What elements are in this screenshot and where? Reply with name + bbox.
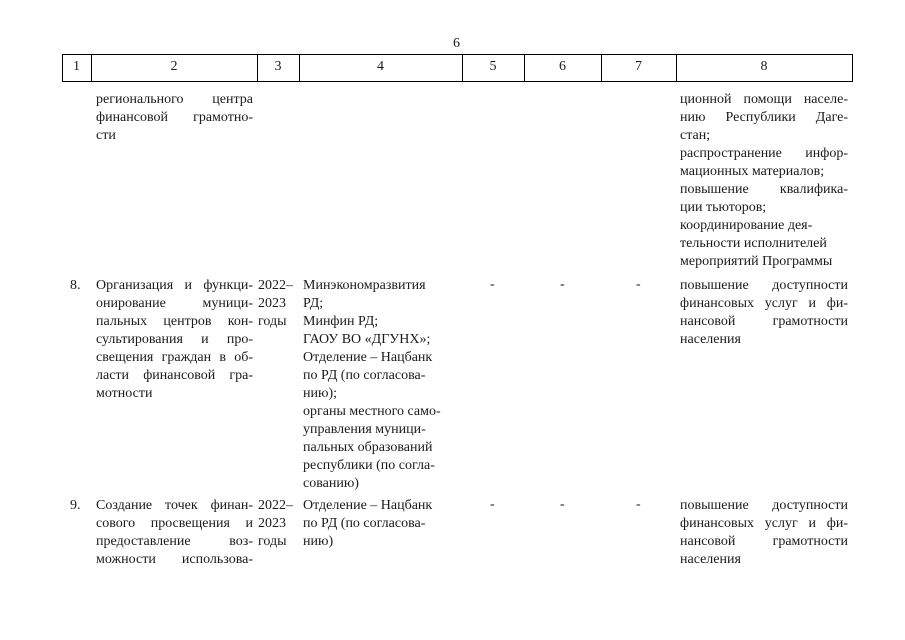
header-col-5: 5 xyxy=(489,59,497,74)
row8-number: 8. xyxy=(70,278,81,293)
row8-col8-result: повышение доступности финансовых услуг и фи- нансовой грамотности населения xyxy=(680,278,848,347)
header-col-4: 4 xyxy=(377,59,384,74)
row9-number: 9. xyxy=(70,498,81,513)
header-col-2: 2 xyxy=(170,59,178,74)
row8-col2-text: Организация и функци- онирование муници- пальных центров кон- сультирования и про- свещения граждан в об- ласти финансовой гра- мотности xyxy=(96,278,253,401)
row9-col7-dash: - xyxy=(636,497,641,512)
cont-col8-text: ционной помощи населе- нию Республики Даге- стан; распространение инфор- мационных материалов; повышение квалифика- ции тьюторов; координирование дея- тельности исполнителей мероприятий Программы xyxy=(680,92,848,269)
header-col-6: 6 xyxy=(559,59,566,74)
page-number: 6 xyxy=(453,36,460,51)
header-col-1: 1 xyxy=(73,59,80,74)
row9-col2-text: Создание точек финан- сового просвещения и предоставление воз- можности использова- xyxy=(96,498,253,567)
row8-col6-dash: - xyxy=(560,277,565,292)
row8-col3-period: 2022– 2023 годы xyxy=(258,278,293,329)
header-col-7: 7 xyxy=(635,59,642,74)
cont-col2-text: регионального центра финансовой грамотно- сти xyxy=(96,92,253,143)
row8-col5-dash: - xyxy=(490,277,495,292)
header-top-border xyxy=(62,54,852,55)
row9-col5-dash: - xyxy=(490,497,495,512)
row9-col8-result: повышение доступности финансовых услуг и фи- нансовой грамотности населения xyxy=(680,498,848,567)
row8-col4-executors: Минэкономразвития РД; Минфин РД; ГАОУ ВО «ДГУНХ»; Отделение – Нацбанк по РД (по согласова- нию); органы местного само- управления муници- пальных образований республики (по согла- сованию) xyxy=(303,278,441,491)
header-bottom-border xyxy=(62,81,852,82)
row9-col6-dash: - xyxy=(560,497,565,512)
row9-col3-period: 2022– 2023 годы xyxy=(258,498,293,549)
header-col-divider xyxy=(852,54,853,82)
row9-col4-executors: Отделение – Нацбанк по РД (по согласова- нию) xyxy=(303,498,433,549)
header-col-3: 3 xyxy=(274,59,282,74)
header-col-8: 8 xyxy=(760,59,768,74)
row8-col7-dash: - xyxy=(636,277,641,292)
